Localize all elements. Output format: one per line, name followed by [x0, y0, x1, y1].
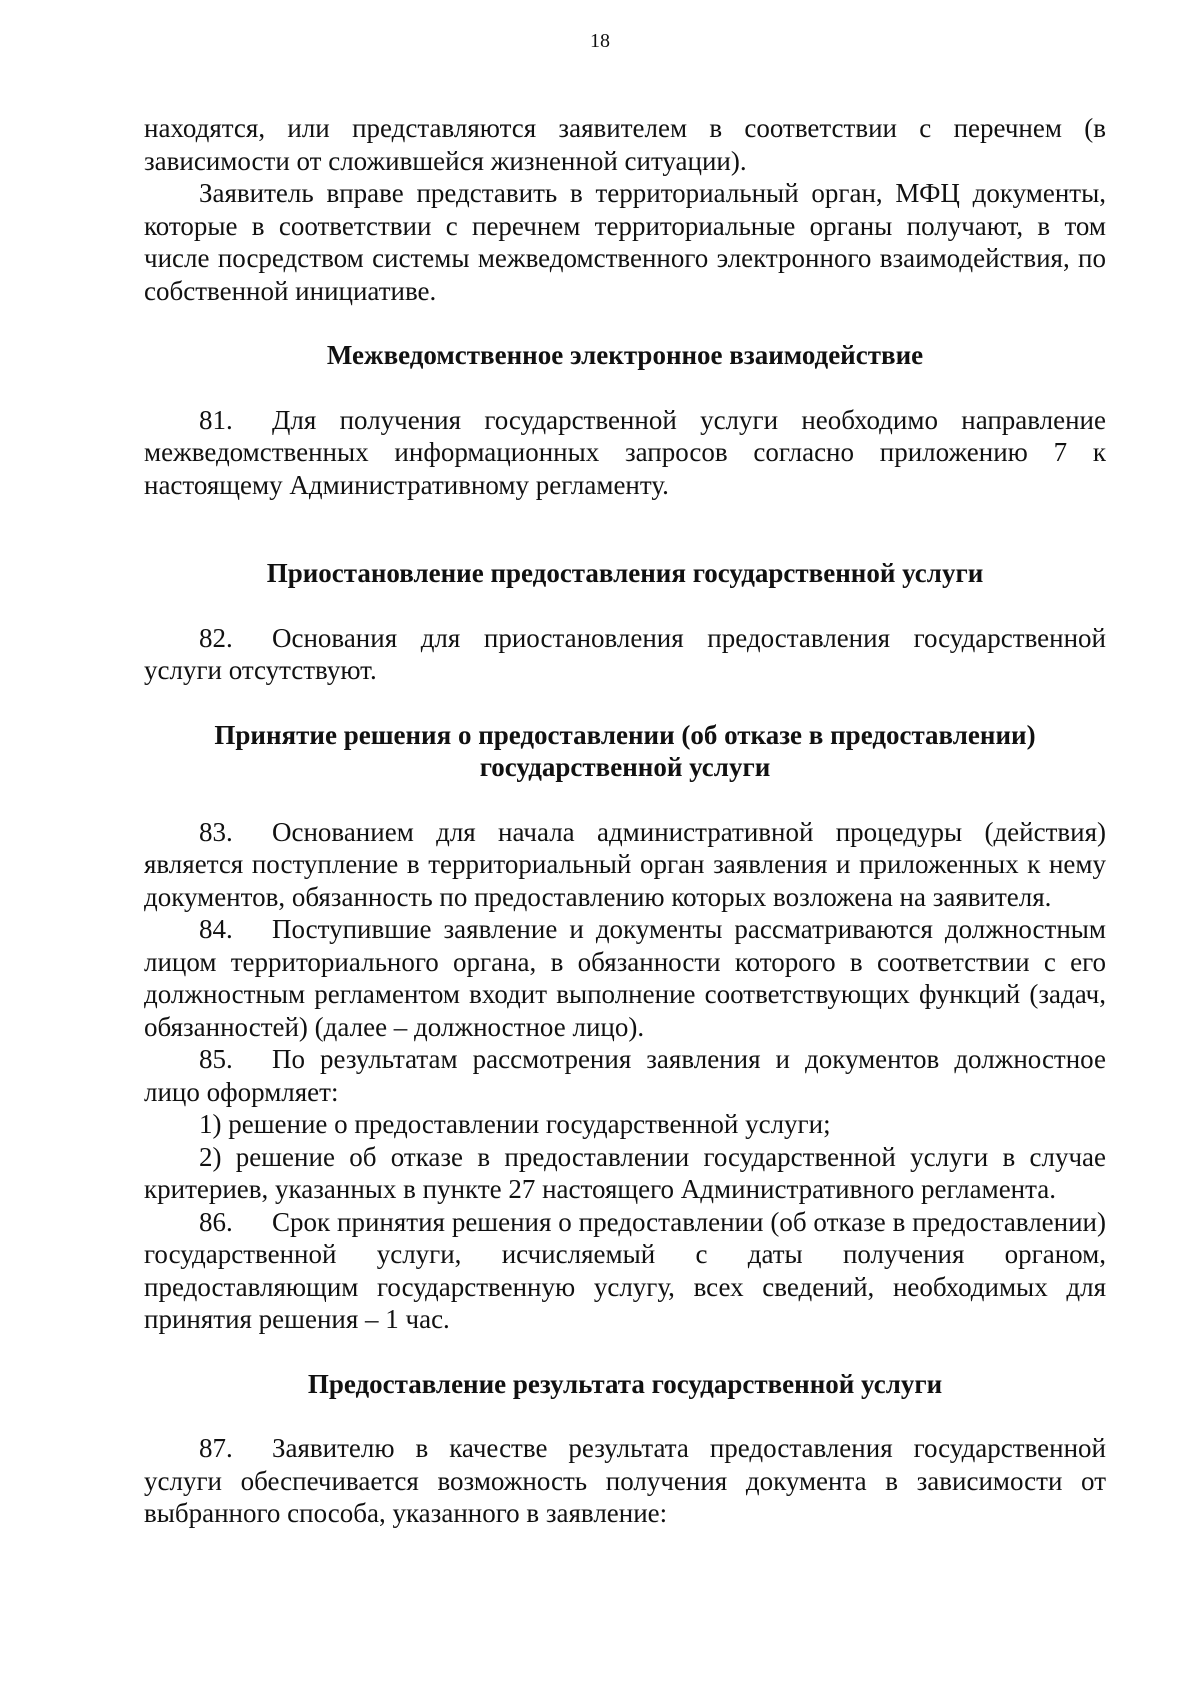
section-heading-line-2: государственной услуги	[479, 752, 771, 782]
document-body	[144, 112, 1106, 1530]
paragraph-number: 87.	[199, 1433, 233, 1463]
paragraph: находятся, или представляются заявителем в соответствии с перечнем (в зависимости от сложившейся жизненной ситуации).	[144, 113, 1106, 176]
numbered-paragraph	[144, 1206, 1106, 1336]
paragraph-text: Поступившие заявление и документы рассматриваются должностным лицом территориального органа, в обязанности которого в соответствии с его должностным регламентом входит выполнение соответствующих функций (задач, обязанностей) (далее – должностное лицо).	[144, 914, 1106, 1042]
page-number: 18	[590, 30, 610, 52]
paragraph-number: 85.	[199, 1044, 233, 1074]
paragraph: Заявитель вправе представить в территориальный орган, МФЦ документы, которые в соответствии с перечнем территориальные органы получают, в том числе посредством системы межведомственного электронного взаимодействия, по собственной инициативе.	[144, 178, 1106, 306]
paragraph-number: 84.	[199, 914, 233, 944]
numbered-paragraph	[144, 1432, 1106, 1530]
numbered-paragraph	[144, 404, 1106, 502]
section-heading: Межведомственное электронное взаимодействие	[326, 340, 924, 370]
paragraph-text: Срок принятия решения о предоставлении (об отказе в предоставлении) государственной услуги, исчисляемый с даты получения органом, предоставляющим государственную услугу, всех сведений, необходимых для принятия решения – 1 час.	[144, 1206, 1106, 1334]
numbered-paragraph	[144, 816, 1106, 914]
section-heading: Предоставление результата государственной услуги	[307, 1368, 943, 1399]
paragraph-number: 83.	[199, 816, 233, 847]
paragraph-text: Заявителю в качестве результата предоставления государственной услуги обеспечивается возможность получения документа в зависимости от выбранного способа, указанного в заявление:	[144, 1433, 1106, 1528]
numbered-paragraph	[144, 913, 1106, 1043]
paragraph-text: Для получения государственной услуги необходимо направление межведомственных информационных запросов согласно приложению 7 к настоящему Административному регламенту.	[144, 404, 1106, 500]
paragraph-number: 81.	[199, 404, 233, 435]
paragraph-text: Основанием для начала административной процедуры (действия) является поступление в территориальный орган заявления и приложенных к нему документов, обязанность по предоставлению которых возложена на заявителя.	[144, 816, 1106, 912]
section-heading: Приостановление предоставления государственной услуги	[266, 558, 984, 588]
paragraph-text: Основания для приостановления предоставления государственной услуги отсутствуют.	[144, 622, 1106, 685]
paragraph-number: 86.	[199, 1206, 233, 1237]
numbered-paragraph	[144, 622, 1106, 687]
list-item: 2) решение об отказе в предоставлении государственной услуги в случае критериев, указанных в пункте 27 настоящего Административного регламента.	[144, 1141, 1106, 1204]
numbered-paragraph	[144, 1043, 1106, 1108]
paragraph-text: По результатам рассмотрения заявления и документов должностное лицо оформляет:	[144, 1044, 1106, 1107]
paragraph-number: 82.	[199, 622, 233, 653]
section-heading-line-1: Принятие решения о предоставлении (об отказе в предоставлении)	[214, 719, 1036, 750]
list-item: 1) решение о предоставлении государственной услуги;	[199, 1109, 831, 1139]
